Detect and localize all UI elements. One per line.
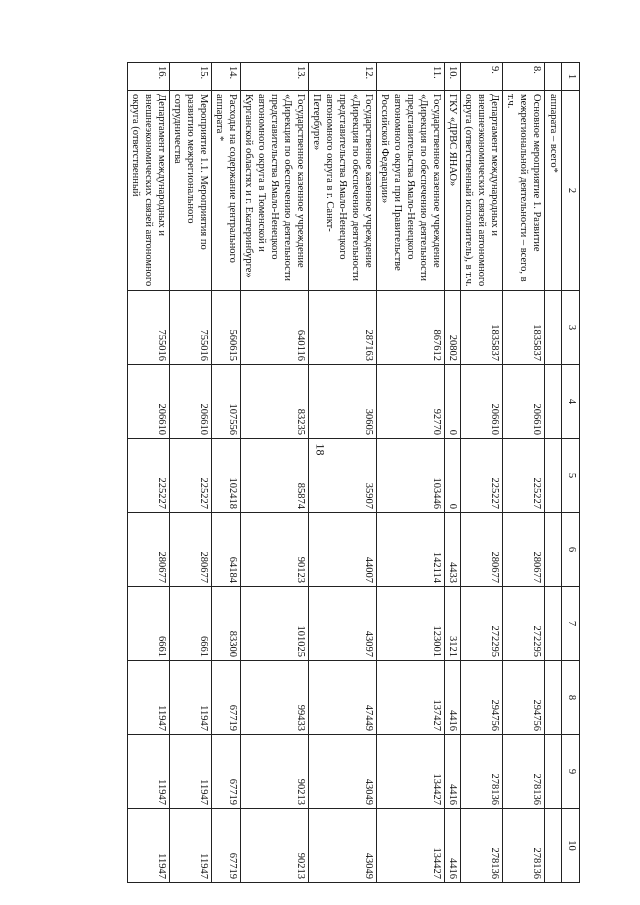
value-cell: 137427: [377, 661, 445, 735]
row-number: 15.: [170, 63, 212, 91]
column-number: 7: [562, 587, 580, 661]
column-number: 10: [562, 809, 580, 883]
row-number: 10.: [445, 63, 461, 91]
value-cell: 0: [445, 439, 461, 513]
row-name: Расходы на содержание центрального аппарата *: [212, 91, 241, 291]
row-name: Государственное казенное учреждение «Дирекция по обеспечению деятельности представительства Ямало-Ненецкого автономного округа в Тюменской и Курганской областях и г. Екатеринбурге»: [241, 91, 309, 291]
value-cell: 83300: [212, 587, 241, 661]
value-cell: 20802: [445, 291, 461, 365]
value-cell: 225227: [128, 439, 170, 513]
value-cell: 206610: [461, 365, 503, 439]
value-cell: 107556: [212, 365, 241, 439]
value-cell: 43049: [309, 809, 377, 883]
value-cell: 278136: [461, 809, 503, 883]
value-cell: 43049: [309, 735, 377, 809]
value-cell: 4416: [445, 809, 461, 883]
budget-table: [127, 62, 580, 883]
continuation-row: [545, 63, 562, 883]
column-number: 3: [562, 291, 580, 365]
table-row: [309, 63, 377, 883]
value-cell: 206610: [503, 365, 545, 439]
column-number: 2: [562, 91, 580, 291]
row-number: 16.: [128, 63, 170, 91]
column-number: 9: [562, 735, 580, 809]
value-cell: 272295: [461, 587, 503, 661]
value-cell: 6661: [170, 587, 212, 661]
column-number: 5: [562, 439, 580, 513]
value-cell: 287163: [309, 291, 377, 365]
row-name: Департамент международных и внешнеэкономических связей автономного округа (ответственный исполнитель), в т.ч.: [461, 91, 503, 291]
value-cell: 67719: [212, 735, 241, 809]
value-cell: 6661: [128, 587, 170, 661]
value-cell: 11947: [128, 809, 170, 883]
value-cell: 90213: [241, 735, 309, 809]
value-cell: 90123: [241, 513, 309, 587]
row-number: 11.: [377, 63, 445, 91]
value-cell: 11947: [128, 735, 170, 809]
value-cell: 225227: [503, 439, 545, 513]
row-number: 14.: [212, 63, 241, 91]
value-cell: 83235: [241, 365, 309, 439]
value-cell: 225227: [170, 439, 212, 513]
column-number: 1: [562, 63, 580, 91]
value-cell: 560615: [212, 291, 241, 365]
table-row: [128, 63, 170, 883]
value-cell: 123001: [377, 587, 445, 661]
row-name: ГКУ «ДРВС ЯНАО»: [445, 91, 461, 291]
value-cell: 280677: [503, 513, 545, 587]
value-cell: 278136: [503, 809, 545, 883]
value-cell: 4433: [445, 513, 461, 587]
value-cell: 294756: [461, 661, 503, 735]
value-cell: 225227: [461, 439, 503, 513]
value-cell: 4416: [445, 735, 461, 809]
table-row: [503, 63, 545, 883]
value-cell: 134427: [377, 735, 445, 809]
value-cell: 92770: [377, 365, 445, 439]
value-cell: 280677: [128, 513, 170, 587]
value-cell: 206610: [170, 365, 212, 439]
value-cell: 90213: [241, 809, 309, 883]
column-number: 6: [562, 513, 580, 587]
value-cell: 280677: [461, 513, 503, 587]
value-cell: 278136: [461, 735, 503, 809]
value-cell: 755016: [128, 291, 170, 365]
value-cell: 142114: [377, 513, 445, 587]
table-row: [377, 63, 445, 883]
value-cell: 3121: [445, 587, 461, 661]
value-cell: 11947: [170, 661, 212, 735]
value-cell: 1835837: [503, 291, 545, 365]
value-cell: 272295: [503, 587, 545, 661]
table-row: [212, 63, 241, 883]
value-cell: 85874: [241, 439, 309, 513]
value-cell: 755016: [170, 291, 212, 365]
value-cell: 11947: [170, 809, 212, 883]
value-cell: 64184: [212, 513, 241, 587]
value-cell: 278136: [503, 735, 545, 809]
value-cell: 67719: [212, 809, 241, 883]
rotated-table-container: [60, 62, 580, 882]
value-cell: 280677: [170, 513, 212, 587]
row-name: Государственное казенное учреждение «Дирекция по обеспечению деятельности представительства Ямало-Ненецкого автономного округа в г. Санкт- Петербурге»: [309, 91, 377, 291]
row-number: 9.: [461, 63, 503, 91]
value-cell: 0: [445, 365, 461, 439]
value-cell: 67719: [212, 661, 241, 735]
table-cell: [545, 63, 562, 91]
row-number: 8.: [503, 63, 545, 91]
value-cell: 11947: [128, 661, 170, 735]
value-cell: 102418: [212, 439, 241, 513]
page-number: 18: [313, 443, 328, 456]
row-name: Мероприятие 1.1. Мероприятия по развитию межрегионального сотрудничества: [170, 91, 212, 291]
value-cell: 640116: [241, 291, 309, 365]
row-name: Основное мероприятие 1. Развитие межрегиональной деятельности – всего, в т.ч.: [503, 91, 545, 291]
value-cell: 101025: [241, 587, 309, 661]
table-row: [445, 63, 461, 883]
row-label: аппарата – всего*: [545, 91, 562, 291]
row-name: Государственное казенное учреждение «Дирекция по обеспечению деятельности представительства Ямало-Ненецкого автономного округа при Правительстве Российской Федерации»: [377, 91, 445, 291]
value-cell: 867612: [377, 291, 445, 365]
row-name: Департамент международных и внешнеэкономических связей автономного округа (ответственный: [128, 91, 170, 291]
table-row: [241, 63, 309, 883]
value-cell: 103446: [377, 439, 445, 513]
value-cell: 43097: [309, 587, 377, 661]
table-row: [461, 63, 503, 883]
column-number: 8: [562, 661, 580, 735]
value-cell: 134427: [377, 809, 445, 883]
value-cell: 294756: [503, 661, 545, 735]
value-cell: 35907: [309, 439, 377, 513]
value-cell: 30605: [309, 365, 377, 439]
value-cell: 44007: [309, 513, 377, 587]
value-cell: 99433: [241, 661, 309, 735]
row-number: 13.: [241, 63, 309, 91]
row-number: 12.: [309, 63, 377, 91]
value-cell: 47449: [309, 661, 377, 735]
value-cell: 4416: [445, 661, 461, 735]
table-row: [170, 63, 212, 883]
column-number-row: [562, 63, 580, 883]
column-number: 4: [562, 365, 580, 439]
value-cell: 11947: [170, 735, 212, 809]
value-cell: 206610: [128, 365, 170, 439]
value-cell: 1835837: [461, 291, 503, 365]
